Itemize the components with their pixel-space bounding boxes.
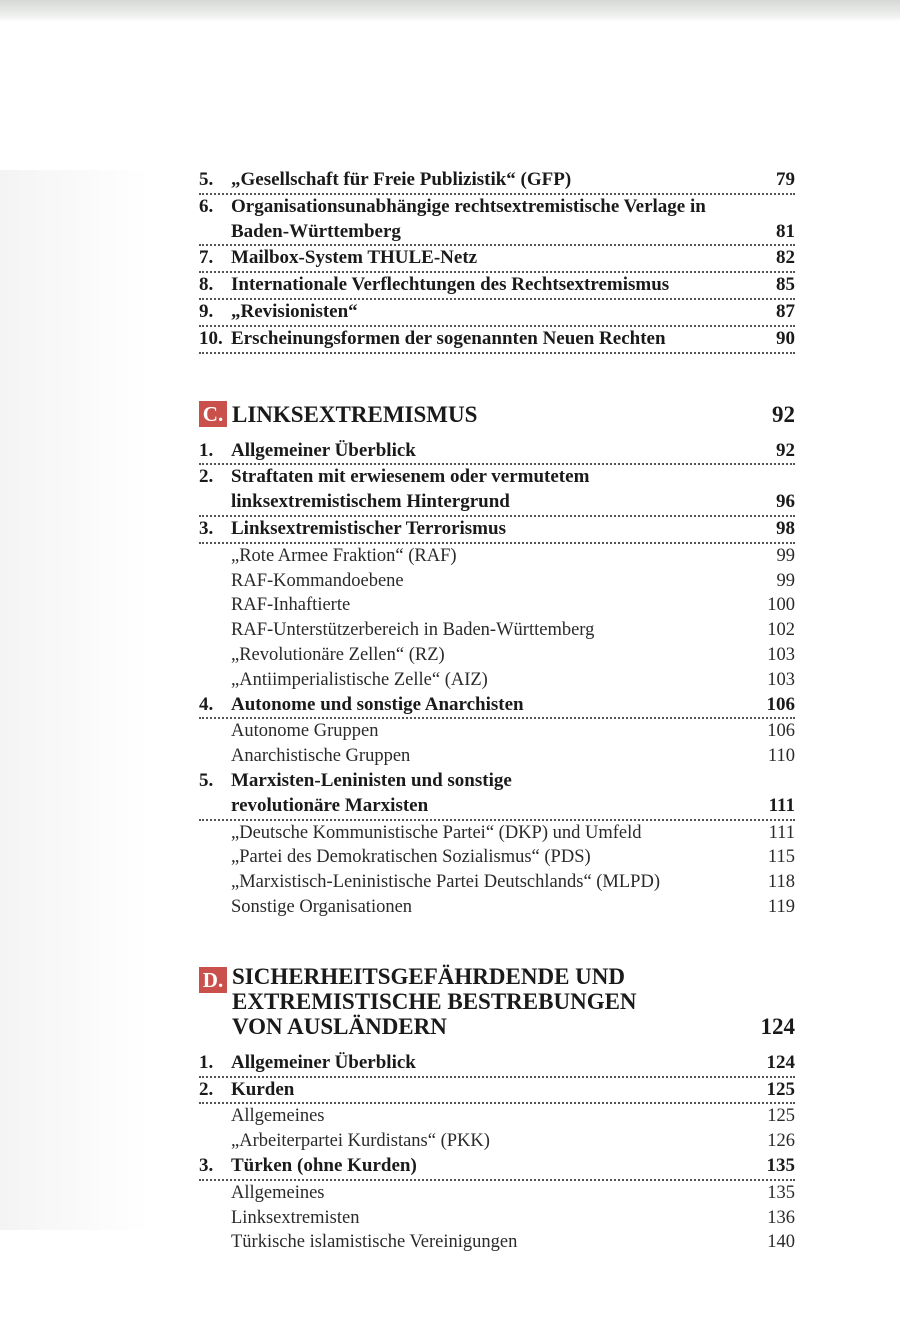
subentry-title: „Rote Armee Fraktion“ (RAF): [231, 545, 457, 566]
toc-entry[interactable]: [199, 1051, 795, 1078]
entry-page: 98: [776, 517, 795, 539]
subentry-title: „Marxistisch-Leninistische Partei Deutschlands“ (MLPD): [231, 872, 660, 893]
table-of-contents: [199, 168, 795, 1255]
entry-page: 103: [767, 669, 795, 690]
entry-number: 4.: [199, 693, 214, 715]
entry-number: 6.: [199, 195, 214, 217]
entry-page: 100: [767, 595, 795, 616]
subentry-title: „Revolutionäre Zellen“ (RZ): [231, 644, 445, 665]
subentry-title: Allgemeines: [231, 1106, 325, 1127]
entry-title: Marxisten-Leninisten und sonstige: [231, 769, 512, 791]
toc-entry[interactable]: [199, 327, 795, 354]
section-title-line: EXTREMISTISCHE BESTREBUNGEN: [232, 988, 637, 1014]
entry-page: 115: [767, 847, 795, 868]
subentry-title: „Arbeiterpartei Kurdistans“ (PKK): [231, 1131, 490, 1152]
toc-entry[interactable]: [199, 769, 795, 794]
toc-entry[interactable]: [199, 517, 795, 544]
entry-page: 85: [776, 274, 795, 296]
entry-title: Baden-Württemberg: [231, 220, 401, 242]
entry-title: Erscheinungsformen der sogenannten Neuen Rechten: [231, 327, 666, 349]
entry-page: 126: [767, 1131, 795, 1152]
entry-page: 135: [766, 1154, 795, 1176]
entry-number: 10.: [199, 327, 223, 349]
entry-page: 118: [767, 872, 795, 893]
entry-title: Autonome und sonstige Anarchisten: [231, 693, 524, 715]
toc-subentry[interactable]: [199, 668, 795, 693]
entry-number: 1.: [199, 439, 214, 461]
entry-page: 124: [766, 1051, 795, 1073]
entry-title: revolutionäre Marxisten: [231, 794, 429, 816]
entry-title: Türken (ohne Kurden): [231, 1154, 417, 1176]
entry-page: 111: [768, 822, 795, 843]
entry-page: 99: [776, 570, 795, 591]
subentry-title: Linksextremisten: [231, 1207, 360, 1228]
entry-title: linksextremistischem Hintergrund: [231, 491, 510, 513]
toc-subentry[interactable]: [199, 569, 795, 594]
entry-title: Kurden: [231, 1078, 295, 1100]
section-title-line: SICHERHEITSGEFÄHRDENDE UND: [232, 963, 625, 989]
subentry-title: Sonstige Organisationen: [231, 896, 413, 917]
subentry-title: RAF-Inhaftierte: [231, 595, 351, 616]
entry-page: 82: [776, 247, 795, 269]
entry-number: 8.: [199, 274, 214, 296]
entry-page: 99: [776, 545, 795, 566]
toc-entry[interactable]: [199, 693, 795, 720]
section-letter-badge: C.: [199, 401, 227, 427]
entry-title: Allgemeiner Überblick: [231, 1051, 416, 1073]
entry-title: Internationale Verflechtungen des Rechtsextremismus: [231, 274, 670, 296]
entry-page: 106: [767, 721, 795, 742]
toc-entry[interactable]: [199, 195, 795, 220]
toc-entry-continuation[interactable]: [199, 794, 795, 821]
entry-page: 140: [767, 1232, 795, 1253]
subentry-title: Autonome Gruppen: [231, 721, 379, 742]
entry-page: 103: [767, 644, 795, 665]
section-title: [232, 964, 761, 1039]
entry-page: 135: [767, 1182, 795, 1203]
entry-page: 92: [776, 439, 795, 461]
toc-subentry[interactable]: [199, 544, 795, 569]
section-title: [232, 402, 772, 427]
entry-title: Allgemeiner Überblick: [231, 439, 416, 461]
toc-entry[interactable]: [199, 168, 795, 195]
toc-entry-continuation[interactable]: [199, 490, 795, 517]
entry-page: 125: [767, 1106, 795, 1127]
entry-page: 96: [776, 491, 795, 513]
entry-number: 2.: [199, 466, 214, 488]
section-page: 124: [760, 1013, 795, 1039]
toc-entry[interactable]: [199, 1078, 795, 1105]
toc-entry[interactable]: [199, 300, 795, 327]
entry-page: 81: [776, 220, 795, 242]
subentry-title: RAF-Kommandoebene: [231, 570, 404, 591]
subentry-title: Allgemeines: [231, 1182, 325, 1203]
toc-subentry[interactable]: [199, 643, 795, 668]
entry-page: 111: [768, 794, 795, 816]
entry-number: 9.: [199, 300, 214, 322]
toc-subentry[interactable]: [199, 1206, 795, 1231]
toc-subentry[interactable]: [199, 618, 795, 643]
toc-subentry[interactable]: [199, 1104, 795, 1129]
section-letter-badge: D.: [199, 967, 227, 993]
scan-left-shade: [0, 170, 150, 1230]
section-page: 92: [772, 401, 795, 427]
entry-page: 119: [767, 896, 795, 917]
subentry-title: Türkische islamistische Vereinigungen: [231, 1232, 518, 1253]
toc-subentry[interactable]: [199, 1181, 795, 1206]
entry-number: 3.: [199, 517, 214, 539]
entry-page: 136: [767, 1207, 795, 1228]
entry-page: 90: [776, 327, 795, 349]
entry-page: 106: [766, 693, 795, 715]
toc-entry[interactable]: [199, 273, 795, 300]
subentry-title: „Partei des Demokratischen Sozialismus“ (PDS): [231, 847, 591, 868]
section-title-line: LINKSEXTREMISMUS: [232, 401, 478, 427]
subentry-title: „Deutsche Kommunistische Partei“ (DKP) und Umfeld: [231, 822, 642, 843]
section-heading-c[interactable]: [199, 398, 795, 427]
entry-number: 2.: [199, 1078, 214, 1100]
toc-subentry[interactable]: [199, 1230, 795, 1255]
toc-subentry[interactable]: [199, 845, 795, 870]
entry-title: Straftaten mit erwiesenem oder vermutetem: [231, 466, 590, 488]
toc-entry[interactable]: [199, 465, 795, 490]
toc-subentry[interactable]: [199, 1129, 795, 1154]
entry-page: 102: [767, 620, 795, 641]
toc-subentry[interactable]: [199, 744, 795, 769]
toc-entry[interactable]: [199, 439, 795, 466]
scan-top-shadow: [0, 0, 900, 22]
toc-entry[interactable]: [199, 1154, 795, 1181]
toc-subentry[interactable]: [199, 821, 795, 846]
section-heading-d[interactable]: [199, 964, 795, 1039]
subentry-title: „Antiimperialistische Zelle“ (AIZ): [231, 669, 488, 690]
subentry-title: Anarchistische Gruppen: [231, 746, 411, 767]
entry-number: 7.: [199, 247, 214, 269]
entry-number: 3.: [199, 1154, 214, 1176]
entry-title: Linksextremistischer Terrorismus: [231, 517, 506, 539]
toc-entry[interactable]: [199, 246, 795, 273]
entry-title: „Revisionisten“: [231, 300, 358, 322]
entry-title: Organisationsunabhängige rechtsextremistische Verlage in: [231, 195, 706, 217]
toc-subentry[interactable]: [199, 870, 795, 895]
toc-entry-continuation[interactable]: [199, 220, 795, 247]
entry-page: 79: [776, 169, 795, 190]
toc-subentry[interactable]: [199, 593, 795, 618]
entry-page: 87: [776, 300, 795, 322]
entry-number: 5.: [199, 169, 214, 190]
entry-page: 125: [766, 1078, 795, 1100]
entry-number: 1.: [199, 1051, 214, 1073]
entry-page: 110: [767, 746, 795, 767]
subentry-title: RAF-Unterstützerbereich in Baden-Württemberg: [231, 620, 595, 641]
section-title-line: VON AUSLÄNDERN: [232, 1013, 447, 1039]
toc-subentry[interactable]: [199, 895, 795, 920]
toc-subentry[interactable]: [199, 719, 795, 744]
entry-title: Mailbox-System THULE-Netz: [231, 247, 478, 269]
entry-number: 5.: [199, 769, 214, 791]
entry-title: „Gesellschaft für Freie Publizistik“ (GFP): [231, 169, 572, 190]
